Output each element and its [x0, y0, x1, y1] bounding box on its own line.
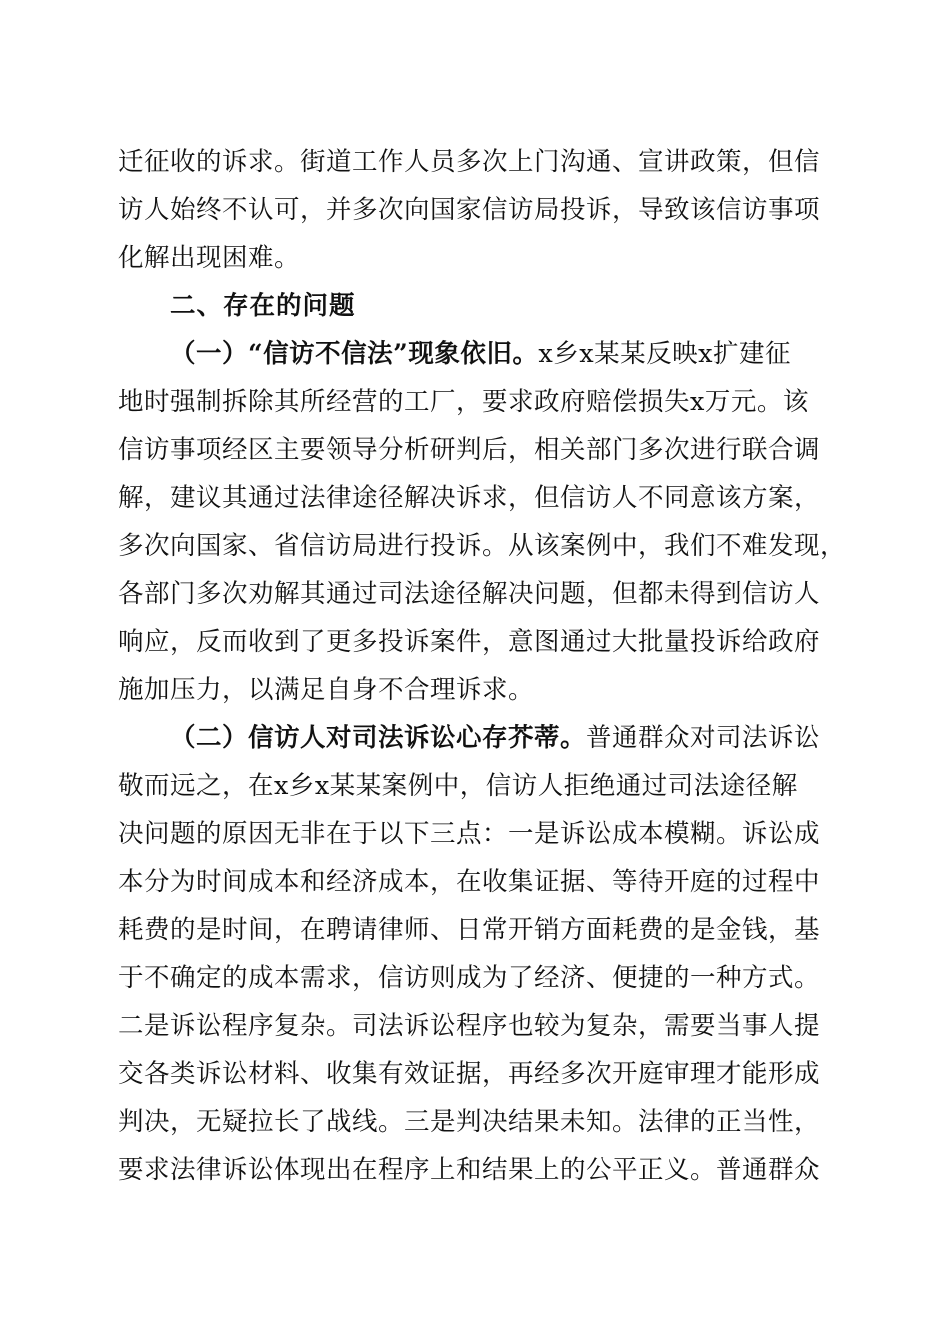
paragraph-3-line-7: 二是诉讼程序复杂。司法诉讼程序也较为复杂，需要当事人提: [118, 1011, 821, 1041]
paragraph-2-line-1: [170, 338, 890, 370]
paragraph-2-line-7: 响应，反而收到了更多投诉案件，意图通过大批量投诉给政府: [118, 627, 821, 657]
paragraph-3-line-1: [170, 722, 890, 754]
paragraph-2-line-4: 解，建议其通过法律途径解决诉求，但信访人不同意该方案，: [118, 483, 821, 513]
paragraph-3-line-9: 判决，无疑拉长了战线。三是判决结果未知。法律的正当性，: [118, 1107, 821, 1137]
paragraph-3-line-2: 敬而远之，在x乡x某某案例中，信访人拒绝通过司法途径解: [118, 771, 798, 801]
section-heading: 二、存在的问题: [170, 291, 356, 321]
paragraph-2-line-2: 地时强制拆除其所经营的工厂，要求政府赔偿损失x万元。该: [118, 387, 809, 417]
paragraph-3-line-4: 本分为时间成本和经济成本，在收集证据、等待开庭的过程中: [118, 867, 821, 897]
paragraph-2-line-1-text: x乡x某某反映x扩建征: [538, 339, 791, 369]
paragraph-3-line-8: 交各类诉讼材料、收集有效证据，再经多次开庭审理才能形成: [118, 1059, 821, 1089]
paragraph-2-line-8: 施加压力，以满足自身不合理诉求。: [118, 675, 535, 705]
paragraph-1-line-3: 化解出现困难。: [118, 243, 301, 273]
paragraph-3-line-1-text: 普通群众对司法诉讼: [586, 723, 821, 753]
paragraph-2-line-5: 多次向国家、省信访局进行投诉。从该案例中，我们不难发现，: [118, 531, 847, 561]
paragraph-3-line-10: 要求法律诉讼体现出在程序上和结果上的公平正义。普通群众: [118, 1155, 821, 1185]
paragraph-2-line-6: 各部门多次劝解其通过司法途径解决问题，但都未得到信访人: [118, 579, 821, 609]
paragraph-3-line-3: 决问题的原因无非在于以下三点：一是诉讼成本模糊。诉讼成: [118, 819, 821, 849]
paragraph-2-lead: （一）“信访不信法”现象依旧。: [170, 339, 539, 369]
paragraph-3-line-5: 耗费的是时间，在聘请律师、日常开销方面耗费的是金钱，基: [118, 915, 821, 945]
paragraph-1-line-1: 迁征收的诉求。街道工作人员多次上门沟通、宣讲政策，但信: [118, 147, 821, 177]
paragraph-2-line-3: 信访事项经区主要领导分析研判后，相关部门多次进行联合调: [118, 435, 821, 465]
paragraph-3-lead: （二）信访人对司法诉讼心存芥蒂。: [170, 723, 587, 753]
paragraph-1-line-2: 访人始终不认可，并多次向国家信访局投诉，导致该信访事项: [118, 195, 821, 225]
paragraph-3-line-6: 于不确定的成本需求，信访则成为了经济、便捷的一种方式。: [118, 963, 821, 993]
